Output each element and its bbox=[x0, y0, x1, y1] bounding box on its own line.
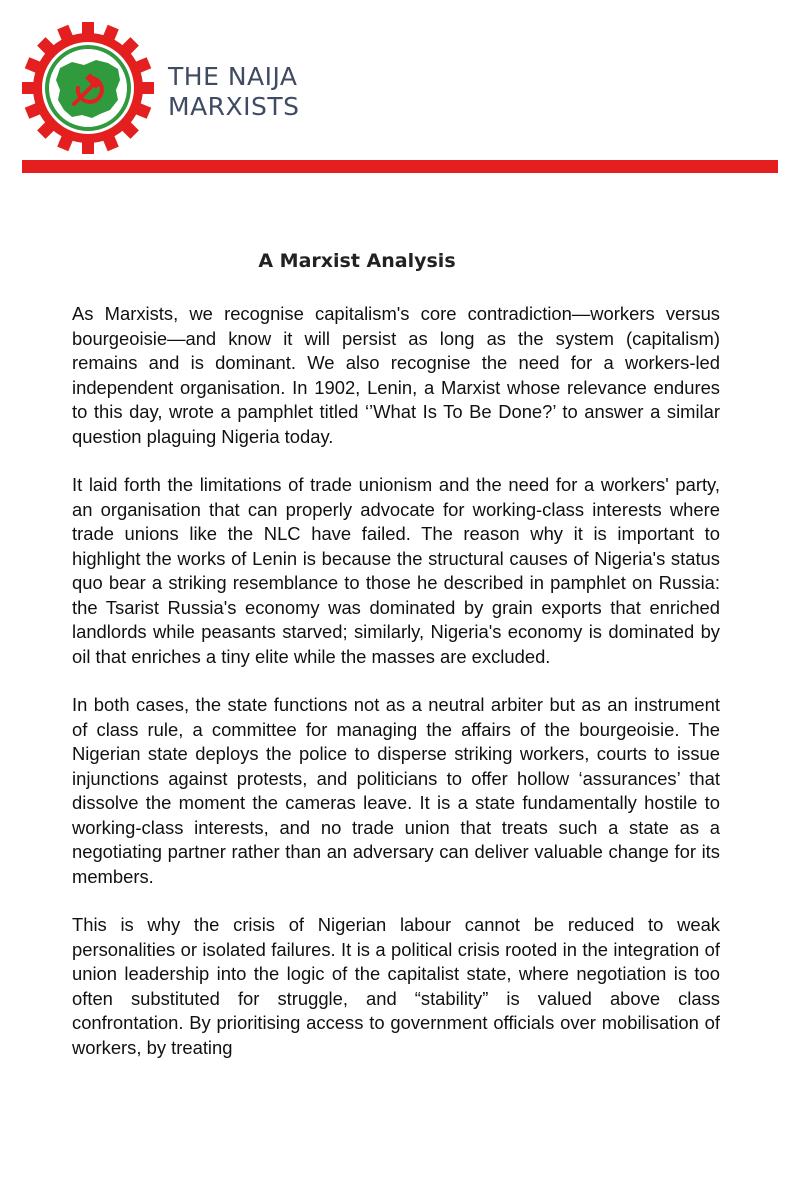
brand-line-1: THE NAIJA bbox=[168, 62, 298, 91]
header-divider bbox=[22, 160, 778, 173]
paragraph-2: It laid forth the limitations of trade unionism and the need for a workers' party, an organisation that can properly advocate for working-class interests where trade unions like the NLC have failed. The reason why it is important to highlight the works of Lenin is because the structural causes of Nigeria's status quo bear a striking resemblance to those he described in pamphlet on Russia: the Tsarist Russia's economy was dominated by grain exports that enriched landlords while peasants starved; similarly, Nigeria's economy is dominated by oil that enriches a tiny elite while the masses are excluded. bbox=[72, 474, 720, 667]
document-body bbox=[72, 302, 720, 1084]
document-title: A Marxist Analysis bbox=[258, 250, 456, 272]
brand-name bbox=[168, 62, 300, 122]
paragraph-4: This is why the crisis of Nigerian labour cannot be reduced to weak personalities or isolated failures. It is a political crisis rooted in the integration of union leadership into the logic of the capitalist state, where negotiation is too often substituted for struggle, and “stability” is valued above class confrontation. By prioritising access to government officials over mobilisation of workers, by treating bbox=[72, 914, 720, 1058]
paragraph-3: In both cases, the state functions not as a neutral arbiter but as an instrument of class rule, a committee for managing the affairs of the bourgeoisie. The Nigerian state deploys the police to disperse striking workers, courts to issue injunctions against protests, and politicians to offer hollow ‘assurances’ that dissolve the moment the cameras leave. It is a state fundamentally hostile to working-class interests, and no trade union that treats such a state as a negotiating partner rather than an adversary can deliver valuable change for its members. bbox=[72, 694, 720, 887]
page-header bbox=[0, 0, 800, 180]
paragraph-1: As Marxists, we recognise capitalism's core contradiction—workers versus bourgeoisie—and know it will persist as long as the system (capitalism) remains and is dominant. We also recognise the need for a workers-led independent organisation. In 1902, Lenin, a Marxist whose relevance endures to this day, wrote a pamphlet titled ‘’What Is To Be Done?’ to answer a similar question plaguing Nigeria today. bbox=[72, 303, 720, 447]
brand-line-2: MARXISTS bbox=[168, 92, 300, 121]
naija-marxists-logo bbox=[22, 22, 154, 154]
